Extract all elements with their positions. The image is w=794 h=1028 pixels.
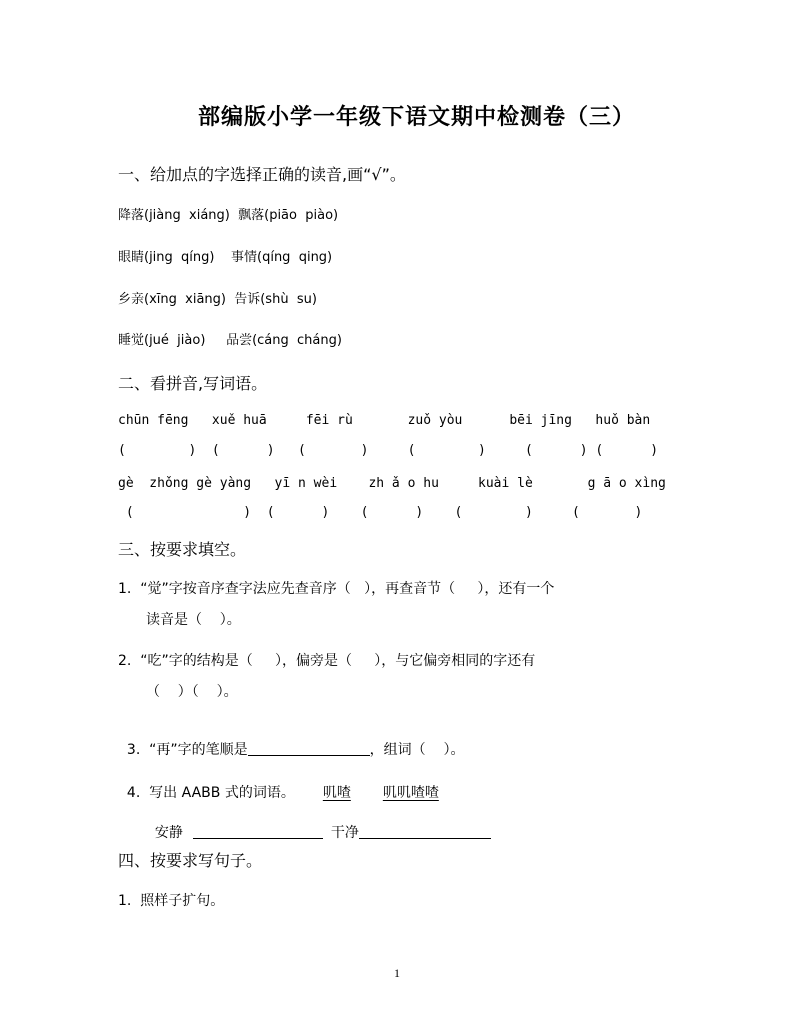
section1-heading: 一、给加点的字选择正确的读音,画“√”。 bbox=[118, 165, 406, 184]
section2-heading: 二、看拼音,写词语。 bbox=[118, 374, 268, 393]
question-line: 1. 照样子扩句。 bbox=[118, 893, 225, 909]
answer-blanks-row: ( ) ( ) ( ) ( ) ( ) bbox=[118, 505, 643, 520]
answer-blank[interactable] bbox=[359, 824, 491, 839]
question-text: ，组词（ ）。 bbox=[369, 742, 465, 758]
section3-heading: 三、按要求填空。 bbox=[118, 540, 247, 559]
question-line bbox=[146, 806, 491, 842]
pinyin-row: chūn fēng xuě huā fēi rù zuǒ yòu bēi jīng huǒ bàn bbox=[118, 413, 651, 428]
word-prompt: 干净 bbox=[330, 825, 359, 841]
question-line: 读音是（ ）。 bbox=[146, 612, 241, 628]
answer-blank[interactable] bbox=[248, 741, 370, 756]
section1-row: 降落(jiàng xiáng) 飘落(piāo piào) bbox=[118, 208, 339, 223]
question-line bbox=[118, 723, 464, 759]
example-word: 叽喳 bbox=[322, 785, 351, 801]
question-line: 2. “吃”字的结构是（ ），偏旁是（ ），与它偏旁相同的字还有 bbox=[118, 653, 536, 669]
example-answer: 叽叽喳喳 bbox=[382, 785, 439, 801]
question-text: 4. 写出 AABB 式的词语。 bbox=[126, 785, 295, 801]
answer-blanks-row: ( ) ( ) ( ) ( ) ( ) ( ) bbox=[118, 443, 659, 458]
question-line: 1. “觉”字按音序查字法应先查音序（ ），再查音节（ ），还有一个 bbox=[118, 581, 555, 597]
question-text: 3. “再”字的笔顺是 bbox=[126, 742, 248, 758]
answer-blank[interactable] bbox=[193, 824, 323, 839]
question-line bbox=[118, 766, 439, 802]
section4-heading: 四、按要求写句子。 bbox=[118, 851, 263, 870]
section1-row: 乡亲(xīng xiāng) 告诉(shù su) bbox=[118, 292, 317, 307]
question-line: （ ）（ ）。 bbox=[146, 684, 238, 700]
page-number: 1 bbox=[394, 966, 400, 980]
pinyin-row: gè zhǒng gè yàng yī n wèi zh ǎ o hu kuài lè g ā o xìng bbox=[118, 476, 666, 491]
section1-row: 眼睛(jing qíng) 事情(qíng qing) bbox=[118, 250, 333, 265]
section1-row: 睡觉(jué jiào) 品尝(cáng cháng) bbox=[118, 333, 342, 348]
word-prompt: 安静 bbox=[154, 825, 183, 841]
page-title: 部编版小学一年级下语文期中检测卷（三） bbox=[198, 104, 636, 130]
